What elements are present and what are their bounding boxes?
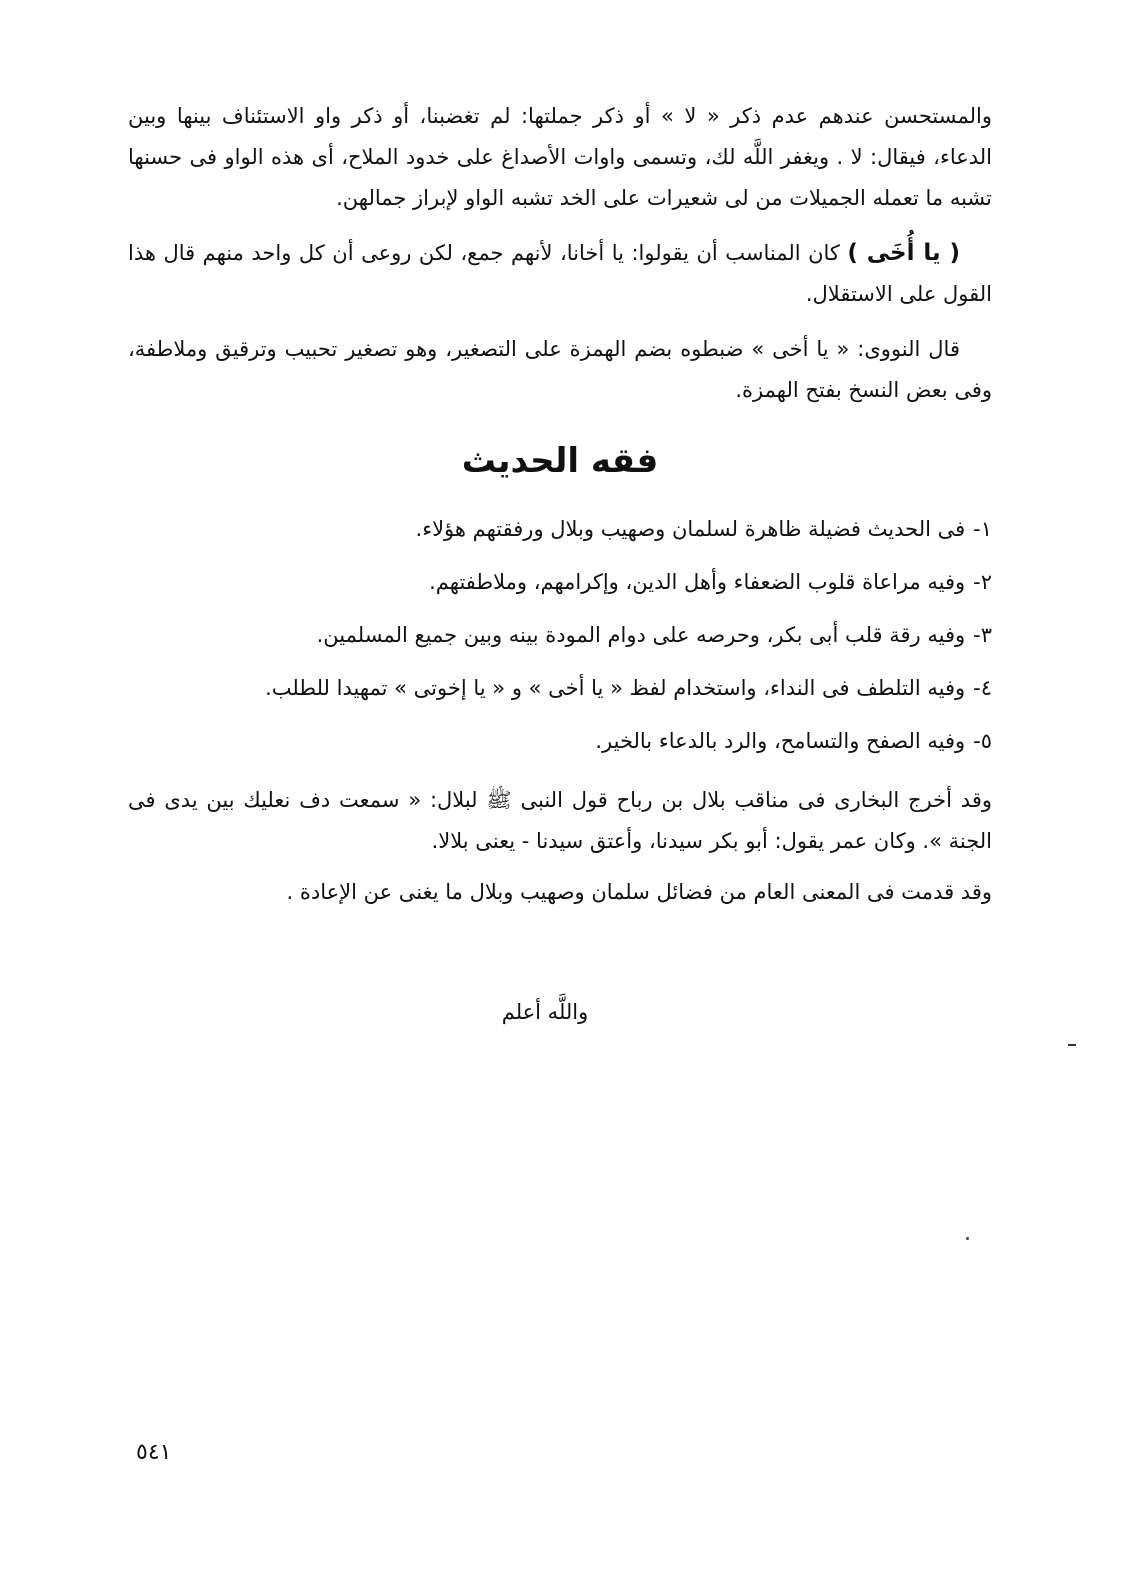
section-heading: فقه الحديث: [461, 441, 659, 481]
list-item: [162, 674, 992, 702]
list-item-text: وفيه رقة قلب أبى بكر، وحرصه على دوام المودة بينه وبين جميع المسلمين.: [316, 623, 966, 647]
list-item: [162, 727, 992, 755]
paragraph-2-term: ( يا أُخَى ): [847, 240, 960, 266]
paragraph-4: [128, 780, 992, 862]
closing-phrase: واللَّه أعلم: [501, 1000, 589, 1024]
list-item-number: ٢-: [973, 570, 992, 594]
list-item-text: وفيه مراعاة قلوب الضعفاء وأهل الدين، وإكرامهم، وملاطفتهم.: [429, 570, 966, 594]
paragraph-4-text: وقد أخرج البخارى فى مناقب بلال بن رباح قول النبى ﷺ لبلال: « سمعت دف نعليك بين يدى فى الجنة ». وكان عمر يقول: أبو بكر سيدنا، وأعتق سيدنا - يعنى بلالا.: [128, 788, 992, 853]
paragraph-1: [128, 96, 992, 219]
paragraph-2-text: كان المناسب أن يقولوا: يا أخانا، لأنهم جمع، لكن روعى أن كل واحد منهم قال هذا القول على الاستقلال.: [128, 241, 992, 306]
paragraph-5: [128, 872, 992, 913]
list-item: [162, 568, 992, 596]
paragraph-1-text: والمستحسن عندهم عدم ذكر « لا » أو ذكر جملتها: لم تغضبنا، أو ذكر واو الاستئناف بينها وبين الدعاء، فيقال: لا . ويغفر اللَّه لك، وتسمى واوات الأصداغ على خدود الملاح، أى هذه الواو فى حسنها تشبه ما تعمله الجميلات من لى شعيرات على الخد تشبه الواو لإبراز جمالهن.: [128, 104, 992, 210]
list-item-text: فى الحديث فضيلة ظاهرة لسلمان وصهيب وبلال ورفقتهم هؤلاء.: [415, 517, 966, 541]
list-item-number: ٥-: [973, 729, 992, 753]
scan-dot: [966, 1237, 969, 1240]
paragraph-5-text: وقد قدمت فى المعنى العام من فضائل سلمان وصهيب وبلال ما يغنى عن الإعادة .: [286, 880, 992, 904]
list-item-text: وفيه الصفح والتسامح، والرد بالدعاء بالخير.: [595, 729, 966, 753]
list-item-number: ٣-: [973, 623, 992, 647]
list-item-number: ٤-: [973, 676, 992, 700]
paragraph-3: [128, 329, 992, 411]
list-item: [162, 515, 992, 543]
paragraph-3-text: قال النووى: « يا أخى » ضبطوه بضم الهمزة على التصغير، وهو تصغير تحبيب وترقيق وملاطفة، وفى بعض النسخ بفتح الهمزة.: [128, 337, 992, 402]
list-item: [162, 621, 992, 649]
page-number: ٥٤١: [136, 1440, 172, 1465]
final-block: [128, 780, 992, 913]
list-item-text: وفيه التلطف فى النداء، واستخدام لفظ « يا أخى » و « يا إخوتى » تمهيدا للطلب.: [265, 676, 966, 700]
list-item-number: ١-: [973, 517, 992, 541]
page-body: [128, 96, 992, 923]
scan-mark: [1068, 1044, 1076, 1046]
points-list: [128, 515, 992, 755]
paragraph-2: [128, 233, 992, 315]
